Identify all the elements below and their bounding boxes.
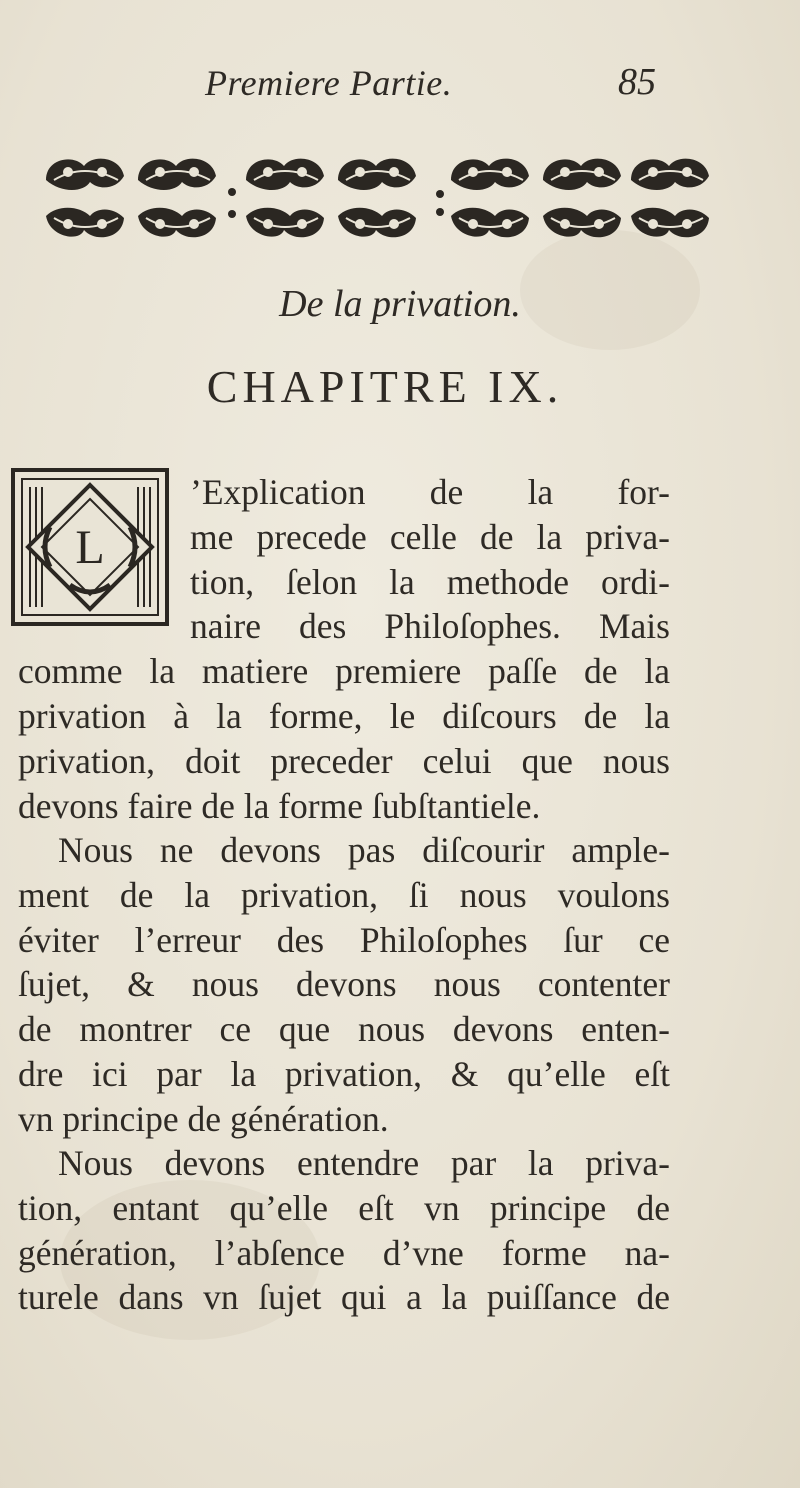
paragraph-1 — [18, 470, 688, 828]
text-line: devons faire de la forme ſubſtantiele. — [18, 785, 541, 826]
text-line: comme la matiere premiere paſſe de la — [18, 651, 670, 692]
text-line: éviter l’erreur des Philoſophes ſur ce — [18, 919, 670, 960]
text-line: vn principe de génération. — [18, 1098, 389, 1139]
initial-letter: L — [75, 521, 105, 574]
chapter-title: CHAPITRE IX. — [206, 361, 564, 412]
text-line: tion, ſelon la methode ordi- — [190, 561, 670, 602]
printers-ornament-band — [40, 150, 715, 246]
text-line: Nous devons entendre par la priva- — [58, 1143, 670, 1183]
text-line: ment de la privation, ſi nous voulons — [18, 874, 670, 915]
paragraph-2 — [18, 828, 688, 1142]
section-subtitle: De la privation. — [279, 283, 521, 325]
paragraph-3 — [18, 1141, 688, 1320]
text-line: me precede celle de la priva- — [190, 516, 670, 557]
text-line: privation à la forme, le diſcours de la — [18, 695, 670, 736]
running-title: Premiere Partie. — [205, 63, 453, 103]
text-line: Nous ne devons pas diſcourir ample- — [58, 830, 670, 870]
text-line: tion, entant qu’elle eſt vn principe de — [18, 1187, 670, 1228]
text-line: dre ici par la privation, & qu’elle eſt — [18, 1053, 670, 1094]
text-line: privation, doit preceder celui que nous — [18, 740, 670, 781]
page-number: 85 — [618, 61, 656, 103]
text-line: ’Explication de la for- — [190, 472, 670, 512]
text-line: de montrer ce que nous devons enten- — [18, 1009, 670, 1050]
text-line: ſujet, & nous devons nous contenter — [18, 964, 670, 1005]
text-line: génération, l’abſence d’vne forme na- — [18, 1232, 670, 1273]
text-line: turele dans vn ſujet qui a la puiſſance de — [18, 1277, 670, 1318]
text-line: naire des Philoſophes. Mais — [190, 606, 670, 647]
